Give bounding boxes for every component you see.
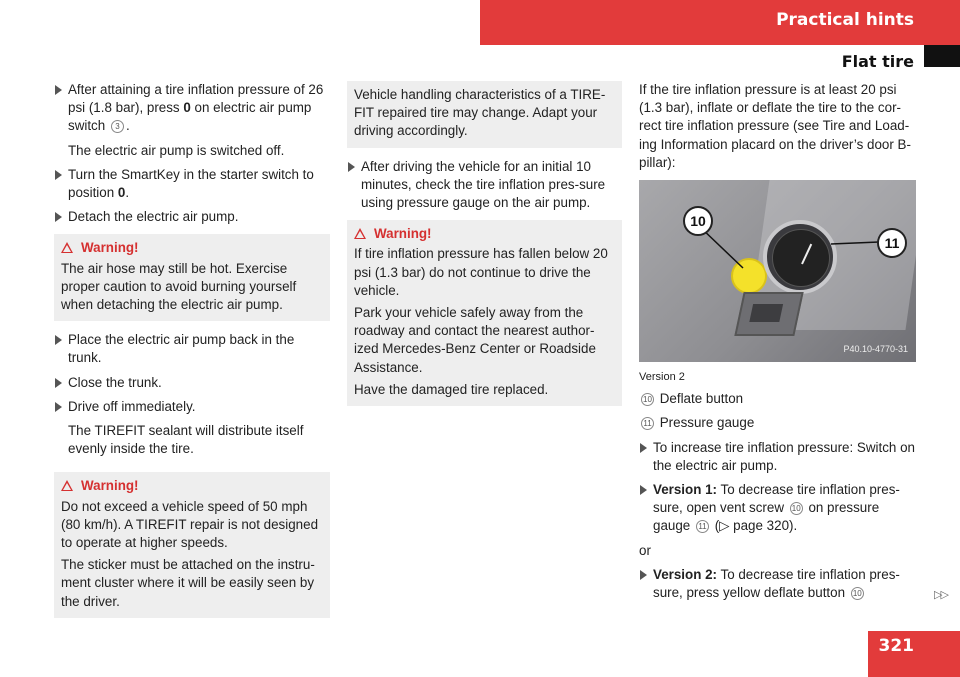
step-item: Version 1: To decrease tire inflation pres-sure, open vent screw 10 on pressure gauge 11 (▷ page 320). bbox=[639, 481, 916, 536]
header-tab-marker bbox=[924, 45, 960, 67]
warning-title: Warning! bbox=[81, 478, 139, 494]
warning-box bbox=[54, 234, 330, 321]
column-3 bbox=[639, 81, 916, 608]
step-item: After attaining a tire inflation pressure of 26 psi (1.8 bar), press 0 on electric air pump switch 3 . bbox=[54, 81, 330, 136]
step-item: Version 2: To decrease tire inflation pres-sure, press yellow deflate button 10 bbox=[639, 566, 916, 602]
note-text: Vehicle handling characteristics of a TIRE-FIT repaired tire may change. Adapt your driving accordingly. bbox=[354, 87, 606, 139]
page-reference: (▷ page 320). bbox=[710, 518, 798, 534]
step-item: Detach the electric air pump. bbox=[54, 208, 330, 226]
warning-text: The air hose may still be hot. Exercise proper caution to avoid burning yourself when detaching the electric air pump. bbox=[61, 260, 297, 313]
column-2 bbox=[347, 81, 622, 416]
warning-text: If tire inflation pressure has fallen below 20 psi (1.3 bar) do not continue to drive the vehicle. bbox=[354, 246, 608, 298]
legend-item: 11 Pressure gauge bbox=[639, 414, 916, 432]
note-box bbox=[347, 81, 622, 148]
warning-text: The sticker must be attached on the instru-ment cluster where it will be easily seen by the driver. bbox=[61, 557, 315, 609]
callout-11: 11 bbox=[877, 228, 907, 258]
intro-paragraph: If the tire inflation pressure is at least 20 psi (1.3 bar), inflate or deflate the tire to the cor-rect tire inflation pressure (see Tire and Load-ing Information placard on the driver’s door B-pillar): bbox=[639, 82, 911, 170]
step-item: To increase tire inflation pressure: Switch on the electric air pump. bbox=[639, 439, 916, 475]
warning-text: Have the damaged tire replaced. bbox=[354, 381, 549, 397]
continued-icon: ▷▷ bbox=[934, 589, 947, 601]
callout-number: 10 bbox=[851, 587, 864, 600]
callout-number: 10 bbox=[641, 393, 654, 406]
warning-text: Park your vehicle safely away from the roadway and contact the nearest author-ized Mercedes-Benz Center or Roadside Assistance. bbox=[354, 305, 596, 375]
or-text: or bbox=[639, 542, 651, 558]
callout-10: 10 bbox=[683, 206, 713, 236]
column-1 bbox=[54, 81, 330, 628]
air-pump-photo bbox=[639, 180, 916, 362]
step-item: Place the electric air pump back in the trunk. bbox=[54, 331, 330, 367]
warning-title: Warning! bbox=[374, 226, 432, 242]
step-result: The TIREFIT sealant will distribute itself evenly inside the tire. bbox=[68, 423, 304, 457]
step-item: Drive off immediately. bbox=[54, 398, 330, 416]
photo-caption: Version 2 bbox=[639, 371, 685, 384]
warning-triangle-icon bbox=[61, 242, 73, 253]
subsection-title: Flat tire bbox=[841, 52, 914, 71]
legend-item: 10 Deflate button bbox=[639, 390, 916, 408]
step-item: After driving the vehicle for an initial 10 minutes, check the tire inflation pres-sure using pressure gauge on the air pump. bbox=[347, 158, 622, 213]
callout-number: 3 bbox=[111, 120, 124, 133]
callout-number: 11 bbox=[696, 520, 709, 533]
callout-number: 11 bbox=[641, 417, 654, 430]
warning-triangle-icon bbox=[61, 480, 73, 491]
step-item: Turn the SmartKey in the starter switch to position 0. bbox=[54, 166, 330, 202]
warning-box bbox=[347, 220, 622, 406]
section-title: Practical hints bbox=[776, 10, 914, 30]
step-item: Close the trunk. bbox=[54, 374, 330, 392]
callout-number: 10 bbox=[790, 502, 803, 515]
warning-title: Warning! bbox=[81, 240, 139, 256]
photo-code: P40.10-4770-31 bbox=[843, 343, 908, 354]
warning-text: Do not exceed a vehicle speed of 50 mph (80 km/h). A TIREFIT repair is not designed to operate at higher speeds. bbox=[61, 498, 319, 551]
warning-triangle-icon bbox=[354, 228, 366, 239]
page-number: 321 bbox=[878, 636, 914, 656]
warning-box bbox=[54, 472, 330, 617]
step-result: The electric air pump is switched off. bbox=[68, 142, 285, 158]
callout-lines bbox=[639, 180, 916, 362]
